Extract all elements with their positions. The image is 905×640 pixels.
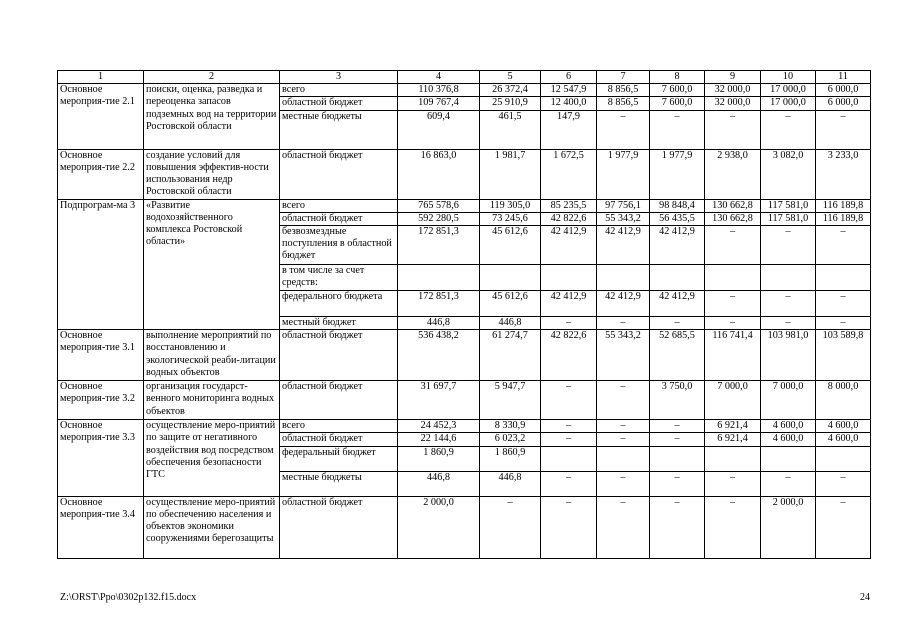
amount-cell: 117 581,0 <box>761 199 816 212</box>
program-description-cell: осуществление меро-приятий по обеспечению населения и объектов экономики сооружениями берегозащиты <box>144 496 280 558</box>
amount-cell <box>650 446 705 471</box>
funding-source-cell: федерального бюджета <box>280 291 398 317</box>
amount-cell: 3 233,0 <box>816 149 871 199</box>
amount-cell: 109 767,4 <box>398 97 480 110</box>
amount-cell: – <box>650 433 705 446</box>
header-cell: 9 <box>705 71 761 84</box>
amount-cell: 24 452,3 <box>398 420 480 433</box>
amount-cell: 85 235,5 <box>541 199 597 212</box>
amount-cell: 103 981,0 <box>761 330 816 381</box>
amount-cell: 42 412,9 <box>650 291 705 317</box>
amount-cell: 147,9 <box>541 110 597 149</box>
amount-cell: – <box>597 381 650 420</box>
amount-cell: 32 000,0 <box>705 97 761 110</box>
amount-cell: 446,8 <box>398 317 480 330</box>
header-cell: 2 <box>144 71 280 84</box>
amount-cell: 97 756,1 <box>597 199 650 212</box>
amount-cell: – <box>597 317 650 330</box>
table-row <box>58 420 871 433</box>
program-name-cell: Основное мероприя-тие 2.2 <box>58 149 144 199</box>
amount-cell: 116 741,4 <box>705 330 761 381</box>
program-name-cell: Основное мероприя-тие 3.1 <box>58 330 144 381</box>
amount-cell: 17 000,0 <box>761 84 816 97</box>
program-description-cell: создание условий для повышения эффектив-ности использования недр Ростовской области <box>144 149 280 199</box>
amount-cell: – <box>541 433 597 446</box>
amount-cell: – <box>541 471 597 496</box>
amount-cell: – <box>816 317 871 330</box>
amount-cell: – <box>705 226 761 265</box>
amount-cell: – <box>597 420 650 433</box>
amount-cell: 5 947,7 <box>480 381 541 420</box>
file-path: Z:\ORST\Ppo\0302p132.f15.docx <box>60 592 197 603</box>
amount-cell: – <box>541 496 597 558</box>
amount-cell: 1 672,5 <box>541 149 597 199</box>
amount-cell <box>705 446 761 471</box>
amount-cell: – <box>705 110 761 149</box>
amount-cell: 1 981,7 <box>480 149 541 199</box>
amount-cell: 61 274,7 <box>480 330 541 381</box>
amount-cell: 1 860,9 <box>480 446 541 471</box>
amount-cell: – <box>650 496 705 558</box>
amount-cell <box>398 265 480 291</box>
amount-cell: 7 000,0 <box>761 381 816 420</box>
amount-cell: 116 189,8 <box>816 212 871 225</box>
amount-cell: 446,8 <box>480 471 541 496</box>
amount-cell: 119 305,0 <box>480 199 541 212</box>
amount-cell: 8 856,5 <box>597 84 650 97</box>
amount-cell: 536 438,2 <box>398 330 480 381</box>
amount-cell: 52 685,5 <box>650 330 705 381</box>
table-row <box>58 199 871 212</box>
amount-cell: 6 000,0 <box>816 84 871 97</box>
amount-cell: 42 822,6 <box>541 212 597 225</box>
amount-cell: 3 750,0 <box>650 381 705 420</box>
amount-cell: 592 280,5 <box>398 212 480 225</box>
amount-cell <box>816 265 871 291</box>
amount-cell: 6 921,4 <box>705 433 761 446</box>
program-description-cell: поиски, оценка, разведка и переоценка запасов подземных вод на территории Ростовской области <box>144 84 280 149</box>
amount-cell: – <box>650 110 705 149</box>
table-row <box>58 84 871 97</box>
header-row <box>58 71 871 84</box>
amount-cell: – <box>650 317 705 330</box>
program-description-cell: «Развитие водохозяйственного комплекса Ростовской области» <box>144 199 280 330</box>
amount-cell: – <box>650 471 705 496</box>
amount-cell: 6 023,2 <box>480 433 541 446</box>
program-name-cell: Основное мероприя-тие 3.4 <box>58 496 144 558</box>
program-name-cell: Основное мероприя-тие 3.2 <box>58 381 144 420</box>
amount-cell: 130 662,8 <box>705 199 761 212</box>
amount-cell: 3 082,0 <box>761 149 816 199</box>
funding-source-cell: областной бюджет <box>280 381 398 420</box>
amount-cell: 45 612,6 <box>480 226 541 265</box>
page-number: 24 <box>860 592 870 603</box>
amount-cell: – <box>705 317 761 330</box>
program-description-cell: осуществление меро-приятий по защите от негативного воздействия вод посредством обеспечения безопасности ГТС <box>144 420 280 496</box>
amount-cell: 12 400,0 <box>541 97 597 110</box>
amount-cell <box>597 265 650 291</box>
header-cell: 11 <box>816 71 871 84</box>
table-body <box>58 71 871 559</box>
amount-cell: – <box>480 496 541 558</box>
amount-cell: – <box>761 471 816 496</box>
amount-cell <box>597 446 650 471</box>
amount-cell: 8 856,5 <box>597 97 650 110</box>
amount-cell <box>816 446 871 471</box>
amount-cell: 6 921,4 <box>705 420 761 433</box>
funding-source-cell: местные бюджеты <box>280 110 398 149</box>
amount-cell: 7 000,0 <box>705 381 761 420</box>
amount-cell: 7 600,0 <box>650 97 705 110</box>
funding-source-cell: областной бюджет <box>280 330 398 381</box>
header-cell: 10 <box>761 71 816 84</box>
amount-cell: – <box>816 291 871 317</box>
amount-cell: – <box>541 317 597 330</box>
amount-cell: 765 578,6 <box>398 199 480 212</box>
amount-cell: – <box>705 291 761 317</box>
amount-cell: 2 000,0 <box>398 496 480 558</box>
amount-cell: 116 189,8 <box>816 199 871 212</box>
amount-cell: 4 600,0 <box>816 420 871 433</box>
amount-cell: 42 822,6 <box>541 330 597 381</box>
amount-cell: 4 600,0 <box>761 420 816 433</box>
amount-cell: 16 863,0 <box>398 149 480 199</box>
amount-cell: 42 412,9 <box>541 226 597 265</box>
amount-cell: – <box>761 291 816 317</box>
amount-cell: – <box>597 471 650 496</box>
amount-cell <box>761 265 816 291</box>
amount-cell: 32 000,0 <box>705 84 761 97</box>
funding-source-cell: областной бюджет <box>280 149 398 199</box>
amount-cell: – <box>761 110 816 149</box>
amount-cell: 12 547,9 <box>541 84 597 97</box>
amount-cell: – <box>816 496 871 558</box>
amount-cell: 26 372,4 <box>480 84 541 97</box>
amount-cell: – <box>650 420 705 433</box>
amount-cell <box>541 446 597 471</box>
program-name-cell: Основное мероприя-тие 3.3 <box>58 420 144 496</box>
amount-cell: 17 000,0 <box>761 97 816 110</box>
amount-cell: – <box>816 110 871 149</box>
header-cell: 3 <box>280 71 398 84</box>
amount-cell <box>480 265 541 291</box>
amount-cell: – <box>705 471 761 496</box>
program-description-cell: выполнение мероприятий по восстановлению и экологической реаби-литации водных объектов <box>144 330 280 381</box>
amount-cell: 1 977,9 <box>597 149 650 199</box>
funding-source-cell: областной бюджет <box>280 433 398 446</box>
amount-cell: 461,5 <box>480 110 541 149</box>
amount-cell: 25 910,9 <box>480 97 541 110</box>
amount-cell: – <box>816 471 871 496</box>
header-cell: 1 <box>58 71 144 84</box>
amount-cell <box>705 265 761 291</box>
amount-cell <box>650 265 705 291</box>
amount-cell: 55 343,2 <box>597 212 650 225</box>
table-row <box>58 149 871 199</box>
amount-cell: – <box>597 433 650 446</box>
amount-cell: 446,8 <box>398 471 480 496</box>
header-cell: 6 <box>541 71 597 84</box>
amount-cell: – <box>597 496 650 558</box>
funding-source-cell: федеральный бюджет <box>280 446 398 471</box>
amount-cell: 98 848,4 <box>650 199 705 212</box>
amount-cell: 8 000,0 <box>816 381 871 420</box>
amount-cell: 103 589,8 <box>816 330 871 381</box>
amount-cell: 56 435,5 <box>650 212 705 225</box>
funding-source-cell: всего <box>280 420 398 433</box>
amount-cell <box>541 265 597 291</box>
budget-table <box>57 70 871 559</box>
amount-cell: – <box>597 110 650 149</box>
amount-cell: 130 662,8 <box>705 212 761 225</box>
amount-cell: 42 412,9 <box>597 226 650 265</box>
funding-source-cell: всего <box>280 199 398 212</box>
program-description-cell: организация государст-венного мониторинга водных объектов <box>144 381 280 420</box>
amount-cell: 4 600,0 <box>761 433 816 446</box>
amount-cell: 42 412,9 <box>541 291 597 317</box>
amount-cell: 2 000,0 <box>761 496 816 558</box>
header-cell: 4 <box>398 71 480 84</box>
amount-cell: 73 245,6 <box>480 212 541 225</box>
program-name-cell: Основное мероприя-тие 2.1 <box>58 84 144 149</box>
amount-cell: 55 343,2 <box>597 330 650 381</box>
table-row <box>58 330 871 381</box>
header-cell: 5 <box>480 71 541 84</box>
amount-cell: 7 600,0 <box>650 84 705 97</box>
amount-cell: 110 376,8 <box>398 84 480 97</box>
amount-cell: 172 851,3 <box>398 291 480 317</box>
amount-cell: 117 581,0 <box>761 212 816 225</box>
amount-cell: 42 412,9 <box>597 291 650 317</box>
amount-cell: 42 412,9 <box>650 226 705 265</box>
amount-cell: – <box>761 226 816 265</box>
header-cell: 8 <box>650 71 705 84</box>
amount-cell: – <box>761 317 816 330</box>
amount-cell: 31 697,7 <box>398 381 480 420</box>
amount-cell: 609,4 <box>398 110 480 149</box>
amount-cell: 172 851,3 <box>398 226 480 265</box>
funding-source-cell: областной бюджет <box>280 97 398 110</box>
funding-source-cell: в том числе за счет средств: <box>280 265 398 291</box>
amount-cell: 1 860,9 <box>398 446 480 471</box>
amount-cell: – <box>541 420 597 433</box>
funding-source-cell: областной бюджет <box>280 496 398 558</box>
amount-cell: 446,8 <box>480 317 541 330</box>
funding-source-cell: всего <box>280 84 398 97</box>
program-name-cell: Подпрограм-ма 3 <box>58 199 144 330</box>
funding-source-cell: местный бюджет <box>280 317 398 330</box>
amount-cell: – <box>816 226 871 265</box>
amount-cell: 22 144,6 <box>398 433 480 446</box>
amount-cell: 8 330,9 <box>480 420 541 433</box>
amount-cell <box>761 446 816 471</box>
amount-cell: – <box>705 496 761 558</box>
funding-source-cell: безвозмездные поступления в областной бюджет <box>280 226 398 265</box>
amount-cell: – <box>541 381 597 420</box>
table-row <box>58 496 871 558</box>
amount-cell: 2 938,0 <box>705 149 761 199</box>
table-row <box>58 381 871 420</box>
funding-source-cell: местные бюджеты <box>280 471 398 496</box>
amount-cell: 4 600,0 <box>816 433 871 446</box>
funding-source-cell: областной бюджет <box>280 212 398 225</box>
amount-cell: 45 612,6 <box>480 291 541 317</box>
amount-cell: 1 977,9 <box>650 149 705 199</box>
amount-cell: 6 000,0 <box>816 97 871 110</box>
header-cell: 7 <box>597 71 650 84</box>
